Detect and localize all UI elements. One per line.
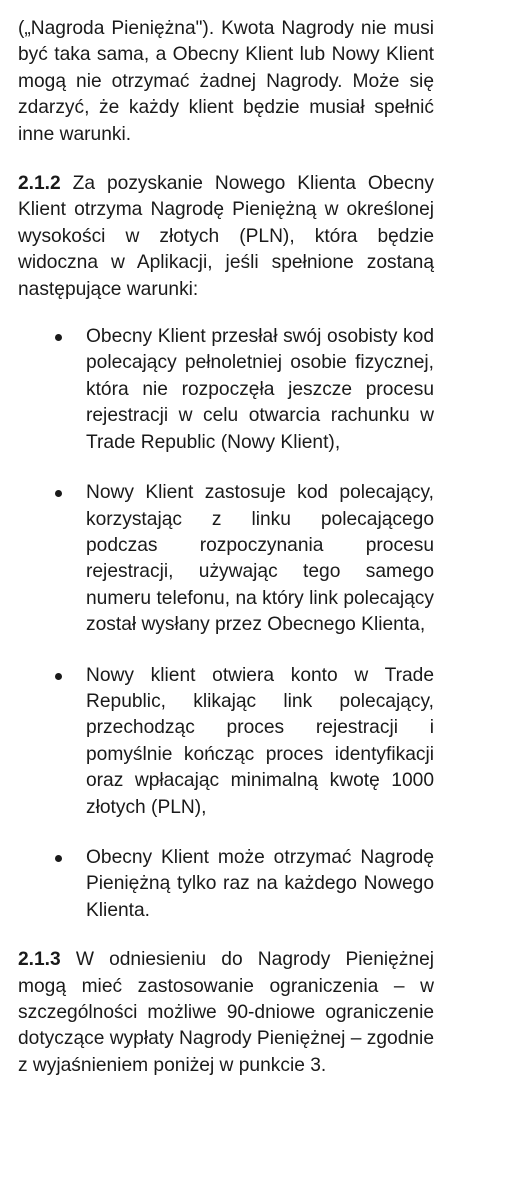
section-2-1-3 bbox=[18, 947, 434, 1079]
list-item-text: Obecny Klient przesłał swój osobisty kod polecający pełnoletniej osobie fizycznej, która nie rozpoczęła jeszcze procesu rejestracji w celu otwarcia rachunku w Trade Republic (Nowy Klient), bbox=[86, 326, 434, 453]
list-item bbox=[18, 324, 434, 456]
bullet-icon bbox=[55, 855, 62, 862]
list-item bbox=[18, 845, 434, 924]
document-body bbox=[18, 16, 434, 1079]
conditions-list bbox=[18, 324, 434, 924]
paragraph-intro-text: („Nagroda Pieniężna"). Kwota Nagrody nie musi być taka sama, a Obecny Klient lub Nowy Klient mogą nie otrzymać żadnej Nagrody. Może się zdarzyć, że każdy klient będzie musiał spełnić inne warunki. bbox=[18, 18, 434, 145]
section-text: Za pozyskanie Nowego Klienta Obecny Klient otrzyma Nagrodę Pieniężną w określonej wysokości w złotych (PLN), która będzie widoczna w Aplikacji, jeśli spełnione zostaną następujące warunki: bbox=[18, 173, 434, 300]
list-item bbox=[18, 480, 434, 638]
section-number: 2.1.3 bbox=[18, 949, 61, 971]
list-item-text: Nowy klient otwiera konto w Trade Republic, klikając link polecający, przechodząc proces rejestracji i pomyślnie kończąc proces identyfikacji oraz wpłacając minimalną kwotę 1000 złotych (PLN), bbox=[86, 664, 434, 818]
bullet-icon bbox=[55, 673, 62, 680]
list-item bbox=[18, 663, 434, 821]
bullet-icon bbox=[55, 334, 62, 341]
section-text: W odniesieniu do Nagrody Pieniężnej mogą mieć zastosowanie ograniczenia – w szczególności możliwe 90-dniowe ograniczenie dotyczące wypłaty Nagrody Pieniężnej – zgodnie z wyjaśnieniem poniżej w punkcie 3. bbox=[18, 949, 434, 1076]
list-item-text: Obecny Klient może otrzymać Nagrodę Pieniężną tylko raz na każdego Nowego Klienta. bbox=[86, 846, 434, 921]
bullet-icon bbox=[55, 490, 62, 497]
section-2-1-2 bbox=[18, 171, 434, 303]
section-number: 2.1.2 bbox=[18, 173, 61, 195]
paragraph-intro bbox=[18, 16, 434, 148]
list-item-text: Nowy Klient zastosuje kod polecający, korzystając z linku polecającego podczas rozpoczynania procesu rejestracji, używając tego samego numeru telefonu, na który link polecający został wysłany przez Obecnego Klienta, bbox=[86, 482, 434, 636]
